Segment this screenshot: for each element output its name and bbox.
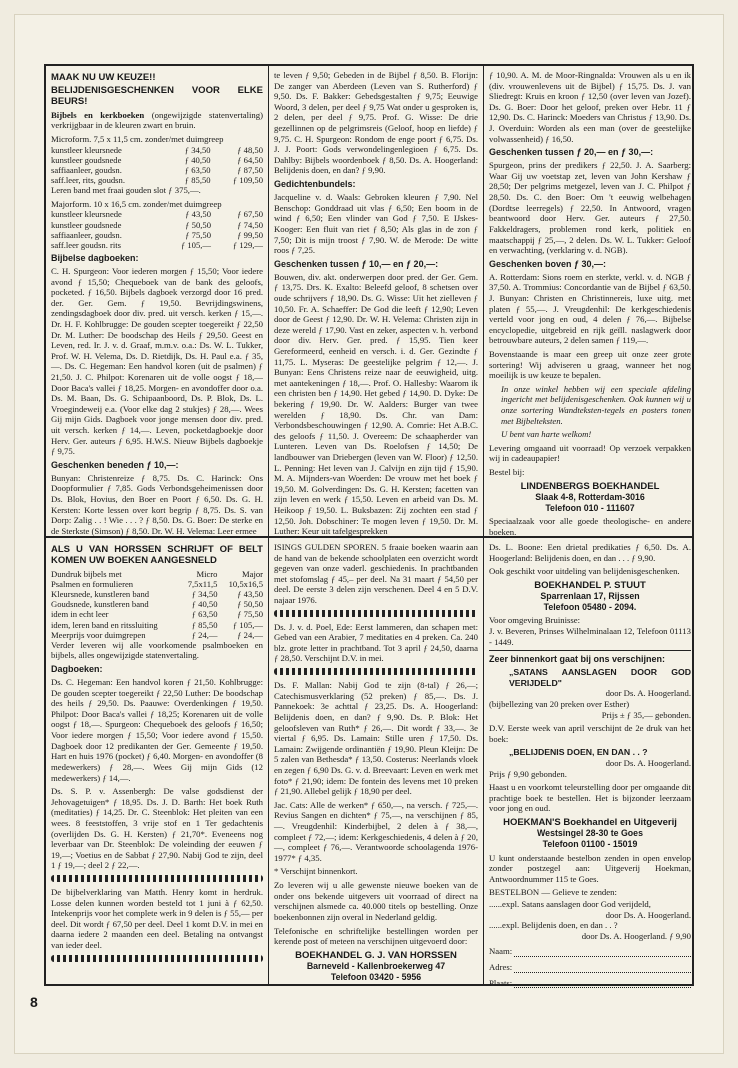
- table-header-cell: Micro: [196, 568, 218, 579]
- shop-name: HOEKMAN'S Boekhandel en Uitgeverij: [503, 817, 677, 829]
- body-text: (ongewijzigde statenvertaling) verkrijgbaar in de kleuren zwart en bruin.: [51, 109, 263, 131]
- price-table-micro: [51, 145, 263, 186]
- major-heading: Majorform. 10 x 16,5 cm. zonder/met duimgreep: [51, 198, 222, 209]
- body-text: J. v. Beveren, Prinses Wilhelminalaan 12, Telefoon 01113 - 1449.: [489, 625, 691, 647]
- table-cell: ƒ 75,50: [185, 229, 212, 240]
- table-cell: kunstleer goudsnede: [51, 154, 122, 165]
- body-text: Speciaalzaak voor alle goede theologische- en andere boeken.: [489, 516, 691, 537]
- book-subtitle: (bijbellezing van 20 preken over Esther): [489, 698, 630, 709]
- body-text: In onze winkel hebben wij een speciale afdeling ingericht met belijdenisgeschenken. Ook kunnen wij u onze sortering Wandteksten-tegels en posters tonen met Bijbelteksten.: [501, 383, 691, 426]
- table-cell: ƒ 34,50: [184, 144, 211, 155]
- body-text: Jac. Cats: Alle de werken* ƒ 650,—, na versch. ƒ 725,—. Revius Sangen en dichten* ƒ 75,—, na verschijnen ƒ 85,—. Vreugdenhil: Kinderbijbel, 2 delen à ƒ 38,—, compleet ƒ 72,—; idem: Kerkgeschiedenis, 4 delen à ƒ 20,—, compleet ƒ 76,—. Verantwoorde schoolagenda 1976-1977* ƒ 4,35.: [274, 799, 478, 863]
- subheadline: BELIJDENISGESCHENKEN VOOR ELKE BEURS!: [51, 84, 263, 107]
- table-row: [51, 599, 263, 609]
- vanhorssen-ad-col1: [51, 542, 263, 982]
- shop-address: Slaak 4-8, Rotterdam-3016: [535, 492, 645, 503]
- table-cell: ƒ 67,50: [237, 209, 263, 220]
- body-text: De bijbelverklaring van Matth. Henry komt in herdruk. Losse delen kunnen worden besteld tot 1 juni à ƒ 62,50. Intekenprijs voor het complete werk in 9 delen is ƒ 55,— per deel. Dit wordt ƒ 67,50 per deel. Deel 1 komt D.V. in mei en daarna iedere 2 maanden een deel. Betaling na ontvangst van ieder deel.: [51, 886, 263, 951]
- lindenbergs-ad-col3: [489, 70, 691, 537]
- table-cell: saffiaanleer, goudsn.: [51, 164, 122, 175]
- body-text: Voor omgeving Bruinisse:: [489, 615, 581, 626]
- column-divider: [483, 66, 484, 536]
- table-cell: ƒ 40,50: [191, 599, 218, 610]
- table-cell: ƒ 85,50: [191, 619, 218, 630]
- ornamental-rule: [51, 955, 263, 962]
- table-cell: saff.leer goudsn. rits: [51, 239, 122, 250]
- shop-address: Sparrenlaan 17, Rijssen: [540, 591, 640, 602]
- section-heading: Geschenken tussen ƒ 10,— en ƒ 20,—:: [274, 258, 439, 269]
- table-row: [51, 155, 263, 165]
- body-text: Bunyan: Christenreize ƒ 8,75. Ds. C. Harinck: Ons Doopformulier ƒ 7,85. Gods Verbondsgeheimenissen door Ds. Blok, Hovius, den Boer en Poort ƒ 6,50. Ds. G. H. Kersten: Korte lessen over kort begrip ƒ 8,75. Ds. S. van Dorp: Zalig . . ! Wie . . . ? ƒ 8,50. Ds. G. Boer: De sterke en de Sterkste (Simson) ƒ 8,50. Dr. W. H. Velema: Leer ermee: [51, 472, 263, 536]
- body-text: Leren band met fraai gouden slot ƒ 375,—.: [51, 185, 201, 196]
- page-number: 8: [30, 994, 38, 1010]
- address-field[interactable]: [489, 962, 691, 973]
- body-text: Bovenstaande is maar een greep uit onze zeer grote sortering! Wij adviseren u graag, wanneer het nog moeilijk is uw keuze te bepalen.: [489, 348, 691, 381]
- field-line[interactable]: [514, 947, 691, 957]
- ornamental-rule: [274, 610, 478, 617]
- headline: MAAK NU UW KEUZE!!: [51, 72, 156, 83]
- city-field[interactable]: [489, 978, 691, 989]
- table-cell: ƒ 34,50: [191, 589, 218, 600]
- table-cell: Psalmen en formulieren: [51, 578, 134, 589]
- table-header-row: [51, 569, 263, 579]
- column-divider: [483, 538, 484, 986]
- table-cell: ƒ 75,50: [237, 609, 263, 620]
- price-table-major: [51, 209, 263, 250]
- table-cell: idem, leren band en ritssluiting: [51, 619, 158, 630]
- shop-address-block: [274, 950, 478, 982]
- book-title: „SATANS AANSLAGEN DOOR GOD VERIJDELD": [509, 667, 691, 688]
- shop-phone: Telefoon 03420 - 5956: [330, 971, 422, 982]
- footnote: * Verschijnt binnenkort.: [274, 866, 358, 877]
- table-cell: kunstleer goudsnede: [51, 219, 122, 230]
- shop-address: Barneveld - Kallenbroekerweg 47: [306, 961, 446, 972]
- table-cell: ƒ 74,50: [237, 219, 263, 230]
- table-cell: kunstleer kleursnede: [51, 144, 122, 155]
- table-row: [51, 609, 263, 619]
- divider: [489, 650, 691, 651]
- table-cell: ƒ 109,50: [232, 175, 263, 186]
- table-cell: idem in echt leer: [51, 609, 109, 620]
- body-text: Spurgeon, prins der predikers ƒ 22,50. J. A. Saarberg: Waar Gij uw voetstap zet, leven van John Kershaw ƒ 28,50; Der pelgrims metgezel, leven van J. C. Philpot ƒ 28,50. Ds. C. den Boer: Om 't eeuwig welbehagen (Dordtse leerregels) ƒ 22,50. In Antwoord, vragen beantwoord door Herv. Ger. auteurs ƒ 27,50. Fakkeldragers, problemen rond kerk, politiek en maatschappij ƒ 25,—, 2 delen. Ds. W. L. Tukker: Geloof en verwachting, (verklaring v. d. NGB).: [489, 160, 691, 256]
- table-cell: ƒ 24,—: [191, 629, 218, 640]
- table-cell: 10,5x16,5: [228, 578, 263, 589]
- order-form-title: BESTELBON — Gelieve te zenden:: [489, 887, 617, 898]
- body-text: Verder leveren wij alle voorkomende psalmboeken en bijbels, alles ongewijzigde statenvertaling.: [51, 639, 263, 661]
- table-cell: 7,5x11,5: [187, 578, 218, 589]
- table-cell: saff.leer, rits, goudsn.: [51, 175, 125, 186]
- section-heading: Geschenken beneden ƒ 10,—:: [51, 459, 179, 470]
- order-line[interactable]: ......expl. Satans aanslagen door God verijdeld,: [489, 898, 651, 909]
- table-cell: ƒ 40,50: [184, 154, 211, 165]
- table-cell: ƒ 43,50: [237, 589, 263, 600]
- book-author: door Ds. A. Hoogerland.: [605, 688, 691, 699]
- table-row: [51, 630, 263, 640]
- micro-heading: Microform. 7,5 x 11,5 cm. zonder/met duimgreep: [51, 133, 224, 144]
- table-cell: ƒ 85,50: [184, 175, 211, 186]
- table-cell: Kleursnede, kunstleren band: [51, 589, 150, 600]
- shop-name: LINDENBERGS BOEKHANDEL: [520, 480, 660, 492]
- body-text: D.V. Eerste week van april verschijnt de 2e druk van het boek:: [489, 723, 691, 744]
- table-cell: ƒ 105,—: [180, 239, 212, 250]
- table-cell: ƒ 129,—: [232, 239, 263, 250]
- shop-phone: Telefoon 05480 - 2094.: [543, 601, 637, 612]
- shop-address-block: [489, 481, 691, 513]
- shop-name: BOEKHANDEL G. J. VAN HORSSEN: [295, 949, 457, 961]
- book-author: door Ds. A. Hoogerland.: [605, 757, 691, 768]
- body-text: Ook geschikt voor uitdeling van belijdenisgeschenken.: [489, 566, 680, 577]
- book-price: Prijs ƒ 9,90 gebonden.: [489, 768, 567, 779]
- body-text: Jacqueline v. d. Waals: Gebroken kleuren ƒ 7,90. Nel Benschop: Gonddraad uit vlas ƒ 6,50; Een boom in de wind ƒ 6,50; Een vlinder van God ƒ 7,50. E IJskes-Kooger: Een fluit van riet ƒ 8,50; Als glas in de zon ƒ 7,50; Dit is mijn troost ƒ 7,90. W. de Merode: De witte roos ƒ 7,25.: [274, 192, 478, 256]
- field-label: Adres:: [489, 962, 513, 972]
- table-cell: ƒ 43,50: [185, 209, 212, 220]
- body-text: Ds. L. Boone: Een drietal predikaties ƒ 6,50. Ds. A. Hoogerland: Belijdenis doen, en dan . . . ƒ 9,90.: [489, 542, 691, 563]
- section-heading: Geschenken tussen ƒ 20,— en ƒ 30,—:: [489, 147, 654, 158]
- book-price: Prijs ± ƒ 35,— gebonden.: [601, 709, 691, 720]
- ornamental-rule: [274, 668, 478, 675]
- stuut-hoekman-ad-col3: [489, 542, 691, 988]
- body-text: Bouwen, div. akt. onderwerpen door pred. der Ger. Gem. ƒ 13,75. Drs. K. Exalto: Beleefd geloof, 8 schetsen over oude schrijvers ƒ 18,90. Ds. G. Wisse: Uit het zielleven ƒ 10,50. Fr. A. Schaeffer: De God die leeft ƒ 12,90; Leven door de Geest ƒ 12,90. Dr. W. H. Velema: Christen zijn in deze wereld ƒ 17,90. Vast en zeker, aspecten v. h. verbond door div. Herv. Ger. pred. ƒ 15,95. Tien keer Gereformeerd, eenheid en versch. i. d. Ger. Gezindte ƒ 11,75. L. Myseras: De geestelijke pelgrim ƒ 12,—. J. Bunyan: Eens Christens reize naar de eeuwigheid, uitg. met aantekeningen ƒ 18,—. Prof. O. Hallesby: Waarom ik een christen ben ƒ 14,90. Het gebed ƒ 14,90. D. Dyke: De bekering ƒ 19,90. Dr. W. Aalders: Burger van twee werelden ƒ 18,90. Ds. Chr. van Dam: Verbondsbeschouwingen ƒ 12,90. A. Comrie: Het A.B.C. des geloofs ƒ 11,50. J. Overeem: De schaapherder van Lunteren. Leven van Ds. Roelofsen ƒ 14,50; De landbouwer van Driebergen (leven van W. Floor) ƒ 12,50. L. Penning: Het leven van J. Calvijn en zijn tijd ƒ 15,90. M. A. Mijnders-van Woerden: De vrouw met het boek ƒ 19,50. M. Golverdingen: Ds. G. H. Kersten; facetten van zijn leven en werk ƒ 15,50. Leven en arbeid van Ds. M. Heikoop ƒ 19,50. L. Buksbazen: Zij zochten een stad ƒ 12,50. Joh. Dobschiner: Te mogen leven ƒ 19,50. Dr. M. Luther: Keur uit tafelgesprekken: [274, 271, 478, 537]
- table-cell: ƒ 63,50: [184, 164, 211, 175]
- table-row: [51, 620, 263, 630]
- shop-address-block: [489, 580, 691, 612]
- field-label: Plaats:: [489, 977, 513, 988]
- body-text: Ds. J. v. d. Poel, Ede: Eerst lammeren, dan schapen met: Gebed van een Arabier, 7 meditaties en 4 preken. Ca. 240 blz. grote letter in prachtband. Tot 3 april ƒ 24,50, daarna ƒ 28,50. Verschijnt D.V. in mei.: [274, 621, 478, 664]
- shop-name: BOEKHANDEL P. STUUT: [534, 579, 646, 591]
- table-cell: Goudsnede, kunstleren band: [51, 599, 149, 610]
- table-row: [51, 175, 263, 185]
- lindenbergs-ad-col2: [274, 70, 478, 537]
- table-row: [51, 165, 263, 175]
- body-text: Ds. F. Mallan: Nabij God te zijn (8-tal) ƒ 26,—; Catechismusverklaring (52 preken) ƒ 85,—. Ds. J. Pannekoek: 3e achttal ƒ 23,25. Ds. A. Hoogerland: Belijdenis doen, en dan? ƒ 9,90. Ds. P. Blok: Het geloofsleven van Ruth* ƒ 26,—. Dit wordt ƒ 33,—. 3e viertal ƒ 6,95. Ds. Lamain: Stille uren ƒ 17,50. Ds. Lamain: Zwijgende ordinantiën ƒ 19,90. Pleun Kleijn: De 5 zalen van Bethesda* ƒ 13,50. Costerus: Neerlands vloek en zegen ƒ 6,90 Ds. G. v. d. Breevaart: Leven en werk met foto* ƒ 21,90; idem: De fontein des levens met 10 preken ƒ 21,90. Allebel gelijk ƒ 18,90 per deel.: [274, 680, 478, 797]
- table-cell: ƒ 24,—: [237, 629, 263, 640]
- section-label: Bijbels en kerkboeken: [51, 109, 145, 120]
- table-row: [51, 230, 263, 240]
- table-row: [51, 579, 263, 589]
- table-cell: kunstleer kleursnede: [51, 209, 122, 220]
- body-text: C. H. Spurgeon: Voor iederen morgen ƒ 15,50; Voor iedere avond ƒ 15,50; Chequeboek van de bank des geloofs, pocketed. ƒ 16,50. Bijbels dagboek verzorgd door 16 pred. der. Ger. Gem. ƒ 19,50. Bevrijdingswinens, zendingsdagboek door div. pred. uit versch. kerken ƒ 15,—. Dr. H. F. Kohlbrugge: De gouden scepter toegereikt ƒ 22,50 Dr. M. Luther: De boodschap des Heils ƒ 29,50. Geest en Leven, red. Ir. J. v. d. Graaf, m.m.v. o.a.: Ds. W. L. Tukker, Prof. W. H. Velema, Ds. D. Rietdijk, Ds. H. Paul e.a. ƒ 35,—. Ds. C. Hegeman: Een handvol koren (uit de psalmen) ƒ 21,50. J. C. Philpot: Korenaren uit de volle oogst ƒ 18,— Door Baca's vallei ƒ 18,25. Morgen- en avondoffer door o.a. Ds. M. Baan, Ds. G. Schipaanboord, Ds. P. Blok, Ds. L. Vroegindeweij e.a. (Voor elke dag 2 stukjes) ƒ 28,—. Wees Gij mijn Gids. Dagboek voor jonge mensen door div. pred. uit versch. kerken ƒ 14,—. Leven, pocketdagboekje door Herv. Ger. auteurs ƒ 6,95. H.W.S. Nieuw Bijbels dagboekje ƒ 9,75.: [51, 265, 263, 457]
- body-text: U kunt onderstaande bestelbon zenden in open envelop zonder postzegel aan: Uitgeverij Hoekman, Antwoordnummer 115 te Goes.: [489, 852, 691, 884]
- section-heading: Dagboeken:: [51, 664, 103, 675]
- advertisement-frame: [44, 64, 694, 986]
- body-text: te leven ƒ 9,50; Gebeden in de Bijbel ƒ 8,50. B. Florijn: De zanger van Aberdeen (Leven van S. Rutherford) ƒ 9,50. Ds. F. Bakker: Gebedsgestalten ƒ 9,75; Eeuwige Woord, 3 delen, per deel ƒ 9,75 Wat onder u gesproken is, 2 delen, per deel ƒ 9,75. Prof. G. Wisse: De drie gezellinnen op de pelgrimsreis (Geloof, hoop en liefde) ƒ 9,75. C. H. Spurgeon: Rondom de enge poort ƒ 6,75. Ds. J. J. Poort: Gods verwondelingenlegioen ƒ 6,75. Ds. Dahlby: Bijbels woordenboek ƒ 8,50. Ds. A. Hoogerland: Belijdenis doen, en dan? ƒ 9,90.: [274, 70, 478, 176]
- body-text: Bestel bij:: [489, 467, 525, 478]
- table-cell: ƒ 105,—: [232, 619, 263, 630]
- body-text: ISINGS GULDEN SPOREN. 5 fraaie boeken waarin aan de hand van de bekende schoolplaten een overzicht wordt gegeven van onze vaderl. geschiedenis. In prachtbanden met stofomslag ƒ 45,– per deel. Na 31 maart ƒ 54,50 per deel. De eerste 3 delen zijn verschenen. Deel 4 en 5 D.V. najaar 1976.: [274, 542, 478, 606]
- body-text: ƒ 10,90. A. M. de Moor-Ringnalda: Vrouwen als u en ik (div. vrouwenlevens uit de Bijbel) ƒ 15,75. Ds. J. van Sliedregt: Kruis en kroon ƒ 12,50 (over leven van Jozef). Ds. G. Boer: Door het geloof, preken over Hebr. 11 ƒ 12,90. Ds. C. Harinck: Moeders van Christus ƒ 13,90. Ds. J. Overduin: Worden als een man (over de geestelijke volwassenheid) ƒ 16,50.: [489, 70, 691, 144]
- table-cell: ƒ 48,50: [237, 144, 263, 155]
- section-heading: Bijbelse dagboeken:: [51, 252, 139, 263]
- body-text: Ds. C. Hegeman: Een handvol koren ƒ 21,50. Kohlbrugge: De gouden scepter toegereikt ƒ 22,50 Luther: De boodschap des heils ƒ 29,50. Ds. Paauwe: Overdenkingen ƒ 19,50. Philpot: Door Baca's vallei ƒ 18,25; Korenaren uit de volle oogst ƒ 18,—. Spurgeon: Chequeboek des geloofs ƒ 16,50; Voor iedere morgen ƒ 15,50; Voor iedere avond ƒ 15,50. Dagboek door 12 predikanten der Ger. Gemeente ƒ 19,50. Hart en huis 1976 (pocket) ƒ 6,40. Morgen- en avondoffer (8 medewerkers) ƒ 28,—. Wees Gij mijn Gids (12 medewerkers) ƒ 14,—.: [51, 677, 263, 783]
- table-cell: ƒ 50,50: [185, 219, 212, 230]
- column-divider: [268, 538, 269, 986]
- ornamental-rule: [51, 875, 263, 882]
- table-cell: ƒ 87,50: [237, 164, 263, 175]
- table-cell: Meerprijs voor duimgrepen: [51, 629, 146, 640]
- section-heading: Gedichtenbundels:: [274, 179, 356, 190]
- body-text: Zo leveren wij u alle gewenste nieuwe boeken van de onder ons bekende uitgevers uit voorraad of direct na verschijnen alsmede ca. 40.000 titels op bestelling. Onze boekenbonnen zijn overal in Nederland geldig.: [274, 880, 478, 922]
- table-cell: ƒ 50,50: [237, 599, 263, 610]
- section-heading: Zeer binnenkort gaat bij ons verschijnen:: [489, 654, 666, 665]
- headline: ALS U VAN HORSSEN SCHRIJFT OF BELT KOMEN UW BOEKEN AANGESNELD: [51, 544, 263, 566]
- book-title: „BELIJDENIS DOEN, EN DAN . . ?: [509, 747, 648, 758]
- bible-price-table: [51, 569, 263, 640]
- field-line[interactable]: [514, 963, 691, 973]
- field-label: Naam:: [489, 946, 513, 957]
- table-header-cell: Major: [241, 568, 263, 579]
- shop-address: Westsingel 28-30 te Goes: [537, 828, 643, 839]
- table-row: [51, 220, 263, 230]
- table-row: [51, 145, 263, 155]
- table-cell: saffiaanleer, goudsn.: [51, 229, 122, 240]
- order-line-author: door Ds. A. Hoogerland.: [605, 909, 691, 920]
- vanhorssen-ad-col2: [274, 542, 478, 982]
- table-cell: ƒ 63,50: [191, 609, 218, 620]
- order-line-author: door Ds. A. Hoogerland. ƒ 9,90: [581, 930, 691, 941]
- section-heading: Geschenken boven ƒ 30,—:: [489, 258, 607, 269]
- shop-phone: Telefoon 010 - 111607: [545, 502, 635, 513]
- body-text: Haast u en voorkomt teleurstelling door per omgaande dit prachtige boek te bestellen. Het is bijzonder leerzaam voor jong en oud.: [489, 782, 691, 814]
- order-line[interactable]: ......expl. Belijdenis doen, en dan . . ?: [489, 920, 618, 931]
- body-text: A. Rotterdam: Sions roem en sterkte, verkl. v. d. NGB ƒ 37,50. A. Trommius: Concordantie van de Bijbel ƒ 63,50. J. Bunyan: Christen en Christinnereis, luxe uitg. met platen ƒ 55,—. J. Vreugdenhil: De kerkgeschiedenis verteld voor jong en oud, 4 delen ƒ 76,—. Bijbelse encyclopedie, uitgebreid en rijk geïll. naslagwerk door betrouwbare auteurs, 2 delen samen ƒ 119,—.: [489, 271, 691, 346]
- name-field[interactable]: [489, 946, 691, 957]
- field-line[interactable]: [514, 978, 691, 988]
- shop-phone: Telefoon 01100 - 15019: [542, 838, 638, 849]
- table-cell: ƒ 64,50: [237, 154, 263, 165]
- body-text: Ds. S. P. v. Assenbergh: De valse godsdienst der Jehovagetuigen* ƒ 18,95. Ds. J. D. Barth: Het boek Ruth (meditaties) ƒ 14,25. Dr. C. Steenblok: Het pleiten van een wees. 8 feeststoffen, 3 vrije stof en 1 Ter gedachtenis (overlijden Ds. G. H. Kersten) ƒ 21,70*. Eveneens nog leverbaar van Dr. Steenblok: De voleinding der eeuwen ƒ 19,—; Voetius en de Sabbat ƒ 27,90. Nabij God te zijn, deel 1 ƒ 19,—; deel 2 ƒ 22,—.: [51, 786, 263, 871]
- shop-address-block: [489, 817, 691, 849]
- body-text: Telefonische en schriftelijke bestellingen worden per kerende post of meteen na verschijnen uitgevoerd door:: [274, 925, 478, 947]
- table-cell: ƒ 99,50: [237, 229, 263, 240]
- body-text: U bent van harte welkom!: [501, 429, 592, 440]
- body-text: Levering omgaand uit voorraad! Op verzoek verpakken wij in cadeaupapier!: [489, 442, 691, 464]
- table-row: [51, 240, 263, 250]
- table-row: [51, 209, 263, 219]
- table-row: [51, 589, 263, 599]
- lindenbergs-ad-col1: [51, 70, 263, 534]
- column-divider: [268, 66, 269, 536]
- table-header-cell: Dundruk bijbels met: [51, 568, 122, 579]
